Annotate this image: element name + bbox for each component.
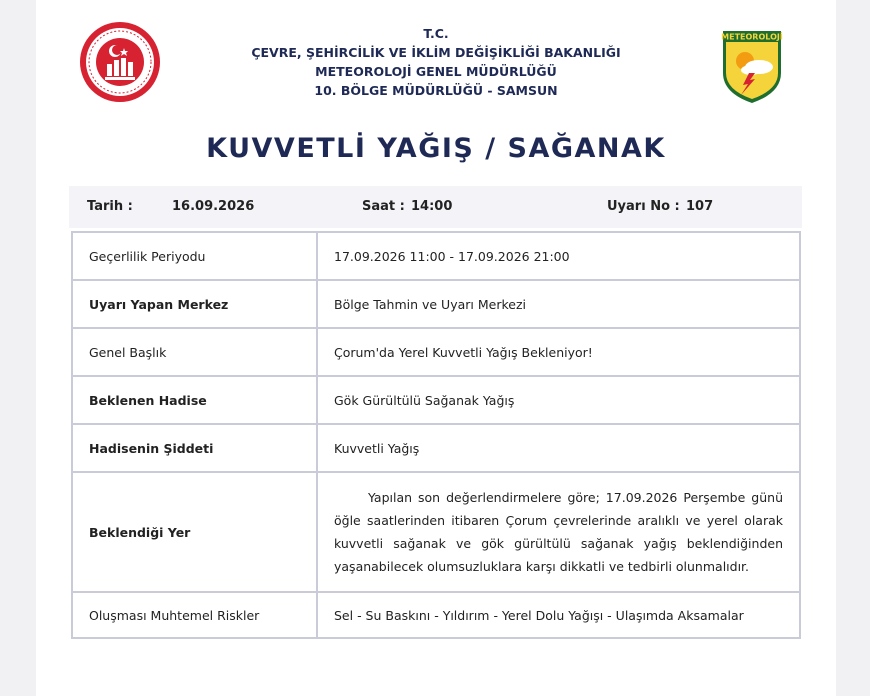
table-row <box>72 328 800 376</box>
warning-details-table <box>71 231 801 639</box>
row-key: Uyarı Yapan Merkez <box>72 280 317 328</box>
row-value: Çorum'da Yerel Kuvvetli Yağış Bekleniyor! <box>317 328 800 376</box>
table-row <box>72 592 800 638</box>
header-line-tc: T.C. <box>423 26 449 41</box>
document-page <box>36 0 836 696</box>
row-value: Sel - Su Baskını - Yıldırım - Yerel Dolu Yağışı - Ulaşımda Aksamalar <box>317 592 800 638</box>
ministry-seal-icon <box>78 20 162 104</box>
row-key: Oluşması Muhtemel Riskler <box>72 592 317 638</box>
time-label: Saat : <box>362 199 405 214</box>
ministry-header <box>186 24 686 100</box>
header-line-directorate: METEOROLOJİ GENEL MÜDÜRLÜĞÜ <box>315 64 557 79</box>
meteoroloji-logo-icon <box>719 27 785 105</box>
row-value <box>317 472 800 592</box>
row-key: Beklenen Hadise <box>72 376 317 424</box>
table-row <box>72 280 800 328</box>
row-value: Bölge Tahmin ve Uyarı Merkezi <box>317 280 800 328</box>
time-value: 14:00 <box>411 199 453 214</box>
row-key: Hadisenin Şiddeti <box>72 424 317 472</box>
row-key: Geçerlilik Periyodu <box>72 232 317 280</box>
table-row <box>72 472 800 592</box>
row-key: Genel Başlık <box>72 328 317 376</box>
row-value: Gök Gürültülü Sağanak Yağış <box>317 376 800 424</box>
date-value: 16.09.2026 <box>172 199 255 214</box>
location-paragraph: Yapılan son değerlendirmelere göre; 17.09.2026 Perşembe günü öğle saatlerinden itibaren Çorum çevrelerinde aralıklı ve yerel olarak kuvvetli sağanak ve gök gürültülü sağanak yağış beklendiğinden yaşanabilecek olumsuzluklara karşı dikkatli ve tedbirli olunmalıdır. <box>334 490 783 574</box>
warning-number-label: Uyarı No : <box>607 199 680 214</box>
table-row <box>72 424 800 472</box>
row-key: Beklendiği Yer <box>72 472 317 592</box>
table-row <box>72 232 800 280</box>
row-value: 17.09.2026 11:00 - 17.09.2026 21:00 <box>317 232 800 280</box>
warning-info-bar <box>69 186 802 228</box>
logo-text: METEOROLOJİ <box>721 32 783 42</box>
date-label: Tarih : <box>87 199 133 214</box>
warning-number-value: 107 <box>686 199 714 214</box>
table-row <box>72 376 800 424</box>
header-line-ministry: ÇEVRE, ŞEHİRCİLİK VE İKLİM DEĞİŞİKLİĞİ BAKANLIĞI <box>251 45 621 60</box>
page-title: KUVVETLİ YAĞIŞ / SAĞANAK <box>206 133 666 164</box>
header-line-region: 10. BÖLGE MÜDÜRLÜĞÜ - SAMSUN <box>314 83 558 98</box>
row-value: Kuvvetli Yağış <box>317 424 800 472</box>
